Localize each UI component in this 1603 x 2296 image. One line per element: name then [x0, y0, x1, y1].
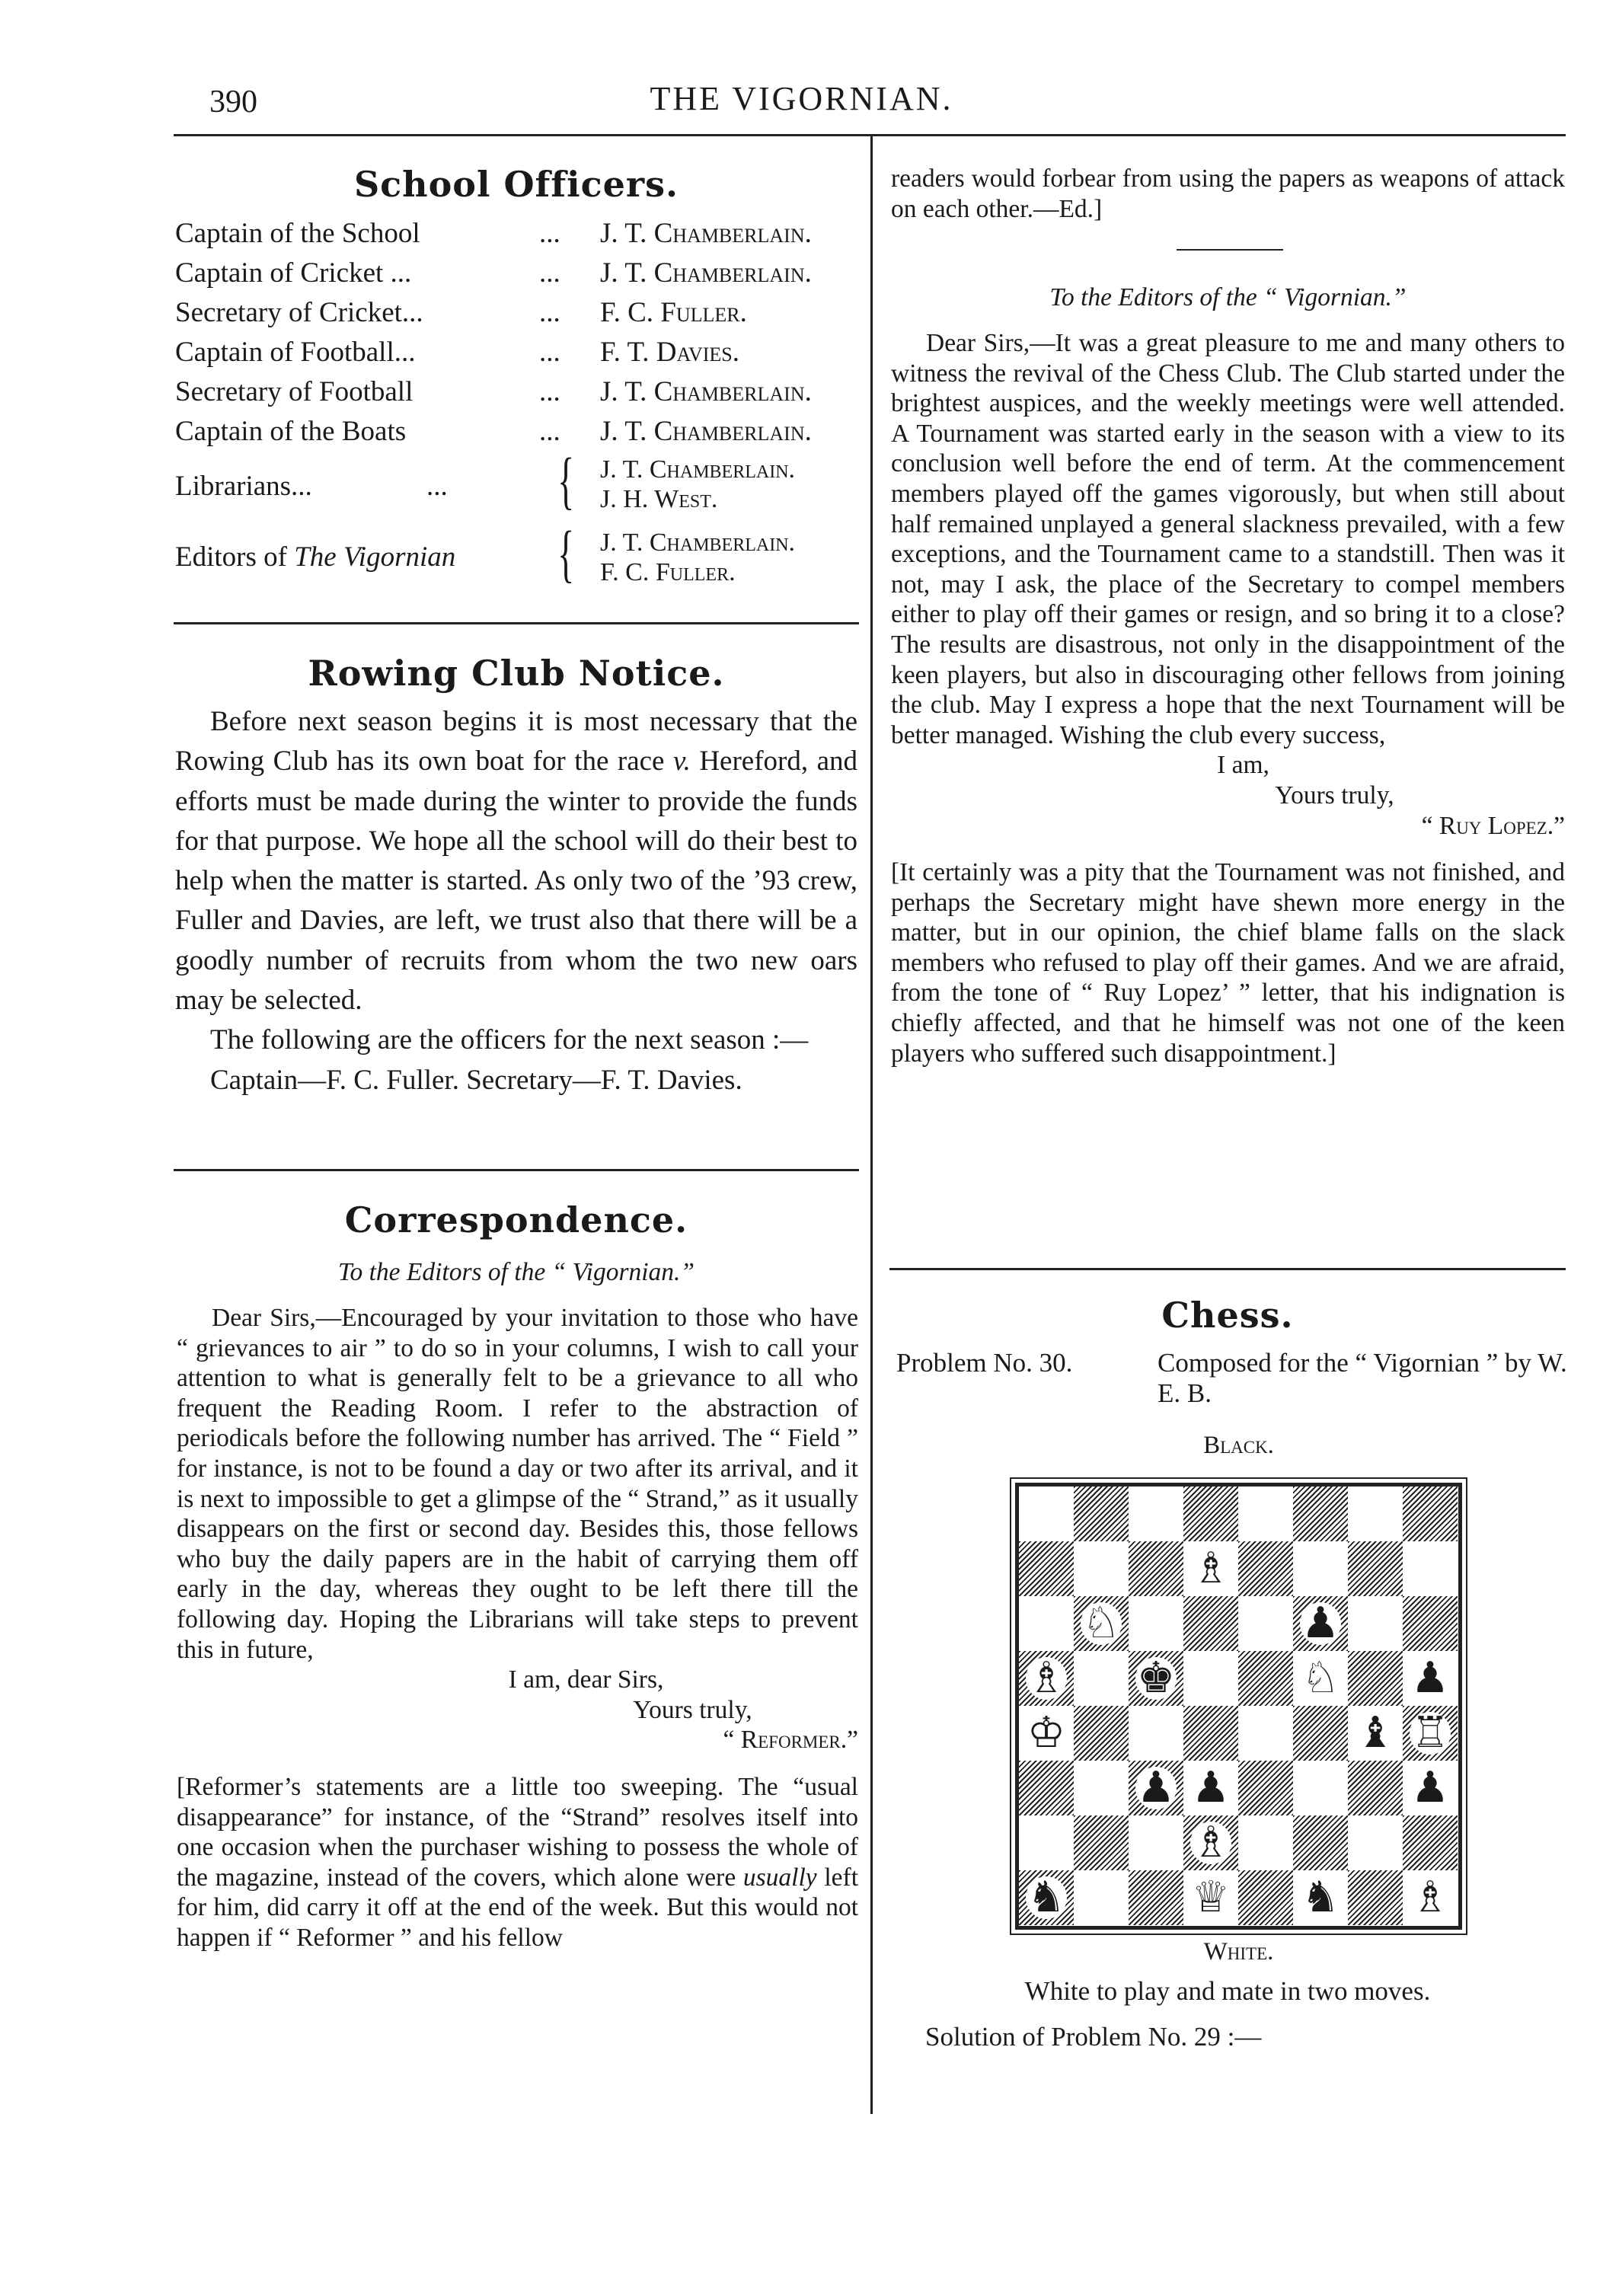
- board-square: [1019, 1486, 1074, 1541]
- board-square: [1293, 1815, 1348, 1870]
- chess-piece: [1403, 1651, 1458, 1706]
- chess-piece-glyph: ♘: [1081, 1598, 1121, 1648]
- rowing-heading: Rowing Club Notice.: [308, 653, 725, 694]
- board-square: [1183, 1651, 1238, 1706]
- board-square: [1019, 1761, 1074, 1815]
- chess-piece: [1293, 1596, 1348, 1651]
- officer-name: J. T. Chamberlain.: [600, 528, 796, 557]
- board-square: [1238, 1541, 1293, 1596]
- editor-reply: [177, 1772, 858, 1953]
- board-square: [1238, 1486, 1293, 1541]
- right-column: [891, 164, 1565, 224]
- problem-label: Problem No. 30.: [896, 1348, 1073, 1378]
- officer-label: Captain of Football...: [175, 337, 416, 368]
- officer-name: F. C. Fuller.: [600, 297, 747, 328]
- editors-label: Editors of: [175, 541, 295, 573]
- chess-piece-glyph: ♟: [1136, 1763, 1176, 1812]
- board-square: [1293, 1761, 1348, 1815]
- officer-name: F. T. Davies.: [600, 337, 739, 368]
- reply-text: [Reformer’s statements are a little too sweeping. The “usual disappearance” for instance, of the “Strand” resolves itself into one occasion when the purchaser wishing to possess the whole of the magazine, instead of the covers, which alone were: [177, 1772, 858, 1892]
- leader-dots: ...: [539, 337, 560, 368]
- letter-reformer: [177, 1303, 858, 1953]
- board-square: [1183, 1596, 1238, 1651]
- chess-piece: [1293, 1870, 1348, 1925]
- chess-piece: [1183, 1761, 1238, 1815]
- white-label: White.: [1203, 1938, 1274, 1965]
- chess-piece-glyph: ♟: [1410, 1653, 1450, 1703]
- board-square: [1238, 1815, 1293, 1870]
- rowing-paragraph: The following are the officers for the next season :—: [210, 1024, 809, 1056]
- rowing-paragraph: [175, 702, 857, 1020]
- chess-piece-glyph: ♟: [1301, 1598, 1340, 1648]
- brace: {: [557, 519, 575, 589]
- signoff: Yours truly,: [1275, 781, 1394, 810]
- chess-piece: [1019, 1706, 1074, 1761]
- section-rule: [174, 622, 859, 624]
- officer-label: Secretary of Football: [175, 376, 414, 407]
- board-square: [1238, 1706, 1293, 1761]
- board-square: [1129, 1706, 1183, 1761]
- officer-name: J. T. Chamberlain.: [600, 416, 812, 447]
- officer-label: Librarians...: [175, 471, 312, 502]
- chess-piece-glyph: ♗: [1410, 1873, 1450, 1922]
- problem-composer: Composed for the “ Vigornian ” by W. E. B.: [1158, 1348, 1567, 1408]
- board-square: [1348, 1761, 1403, 1815]
- signoff: I am,: [1217, 751, 1269, 780]
- chess-piece-glyph: ♚: [1136, 1653, 1176, 1703]
- board-square: [1074, 1761, 1129, 1815]
- board-square: [1074, 1651, 1129, 1706]
- page-number: 390: [209, 85, 257, 120]
- board-square: [1129, 1815, 1183, 1870]
- signoff: Yours truly,: [633, 1695, 752, 1724]
- board-square: [1019, 1815, 1074, 1870]
- chess-piece-glyph: ♝: [1356, 1708, 1395, 1758]
- chess-piece-glyph: ♕: [1191, 1873, 1231, 1922]
- editor-reply-continued: readers would forbear from using the papers as weapons of attack on each other.—Ed.]: [891, 164, 1565, 223]
- board-square: [1403, 1486, 1458, 1541]
- signoff: I am, dear Sirs,: [508, 1665, 664, 1694]
- leader-dots: ...: [539, 218, 560, 249]
- chess-piece: [1403, 1870, 1458, 1925]
- section-rule: [174, 1169, 859, 1171]
- officer-name: J. T. Chamberlain.: [600, 455, 796, 484]
- board-square: [1074, 1815, 1129, 1870]
- officer-name: F. C. Fuller.: [600, 558, 736, 586]
- board-square: [1293, 1706, 1348, 1761]
- reply-text-italic: usually: [742, 1863, 817, 1892]
- board-square: [1293, 1541, 1348, 1596]
- leader-dots: ...: [539, 376, 560, 407]
- chess-piece: [1348, 1706, 1403, 1761]
- officer-label: Secretary of Cricket...: [175, 297, 423, 328]
- chess-piece: [1183, 1815, 1238, 1870]
- board-square: [1403, 1541, 1458, 1596]
- chess-piece: [1074, 1596, 1129, 1651]
- rowing-text-italic: v.: [672, 746, 691, 778]
- solution-line: Solution of Problem No. 29 :—: [925, 2022, 1262, 2052]
- officer-label: [175, 541, 455, 573]
- section-rule: [889, 1268, 1566, 1270]
- letter-ruy-lopez: [891, 328, 1565, 1068]
- chess-piece: [1183, 1541, 1238, 1596]
- reply-text: left for him, did carry it off at the end of the week. But this would not happen if “ Reformer ” and his fellow: [177, 1863, 859, 1952]
- chess-piece: [1183, 1870, 1238, 1925]
- chess-piece-glyph: ♞: [1027, 1873, 1066, 1922]
- chess-piece: [1403, 1761, 1458, 1815]
- chess-piece-glyph: ♗: [1191, 1544, 1231, 1593]
- chess-instruction: White to play and mate in two moves.: [1024, 1976, 1431, 2006]
- running-title: THE VIGORNIAN.: [650, 80, 953, 117]
- officer-name: J. T. Chamberlain.: [600, 218, 812, 249]
- board-square: [1074, 1486, 1129, 1541]
- leader-dots: ...: [539, 416, 560, 447]
- board-square: [1348, 1486, 1403, 1541]
- board-square: [1129, 1870, 1183, 1925]
- chess-piece-glyph: ♟: [1410, 1763, 1450, 1812]
- to-editors-line: To the Editors of the “ Vigornian.”: [337, 1258, 695, 1286]
- officer-label: Captain of Cricket ...: [175, 257, 412, 289]
- board-square: [1238, 1870, 1293, 1925]
- rowing-notice: [175, 702, 857, 1100]
- signature: “ Ruy Lopez.”: [1421, 811, 1565, 840]
- to-editors-line: To the Editors of the “ Vigornian.”: [1049, 283, 1407, 311]
- board-square: [1183, 1486, 1238, 1541]
- board-square: [1238, 1651, 1293, 1706]
- leader-dots: ...: [426, 471, 448, 502]
- board-square: [1348, 1596, 1403, 1651]
- board-square: [1074, 1541, 1129, 1596]
- letter-body: Dear Sirs,—It was a great pleasure to me and many others to witness the revival of the Chess Club. The Club started under the brightest auspices, and the weekly meetings were well attended. A Tournament was started early in the season with a view to its conclusion well before the end of term. At the commencement members played off the games vigorously, but when still about half remained unplayed a general slackness prevailed, with a few exceptions, and the Tournament came to a standstill. Then was it not, may I ask, the place of the Secretary to compel members either to play off their games or resign, and so bring it to a close? The results are disastrous, not only in the disappointment of the keen players, but also in discouraging other fellows from joining the club. May I express a hope that the next Tournament will be better managed. Wishing the club every success,: [891, 329, 1565, 749]
- board-square: [1129, 1486, 1183, 1541]
- chess-heading: Chess.: [1161, 1295, 1294, 1336]
- rowing-officers: Captain—F. C. Fuller. Secretary—F. T. Davies.: [210, 1064, 742, 1096]
- board-square: [1238, 1596, 1293, 1651]
- board-square: [1019, 1596, 1074, 1651]
- board-square: [1403, 1596, 1458, 1651]
- officer-name: J. H. West.: [600, 485, 718, 513]
- chess-piece: [1293, 1651, 1348, 1706]
- chess-piece: [1019, 1870, 1074, 1925]
- header-rule: [174, 134, 1566, 136]
- chess-piece: [1019, 1651, 1074, 1706]
- board-square: [1129, 1541, 1183, 1596]
- board-square: [1348, 1815, 1403, 1870]
- board-square: [1348, 1870, 1403, 1925]
- leader-dots: ...: [539, 297, 560, 328]
- board-square: [1348, 1541, 1403, 1596]
- board-square: [1074, 1870, 1129, 1925]
- chess-piece-glyph: ♗: [1027, 1653, 1066, 1703]
- board-square: [1019, 1541, 1074, 1596]
- school-officers-heading: School Officers.: [353, 164, 679, 205]
- chess-board: [1015, 1483, 1462, 1930]
- officer-label: Captain of the Boats: [175, 416, 407, 447]
- board-square: [1238, 1761, 1293, 1815]
- letter-body: Dear Sirs,—Encouraged by your invitation to those who have “ grievances to air ” to do so in your columns, I wish to call your attention to what is generally felt to be a grievance to all who frequent the Reading Room. I refer to the abstraction of periodicals before the following number has arrived. The “ Field ” for instance, is not to be found a day or two after its arrival, and it is next to impossible to get a glimpse of the “ Strand,” as it usually disappears on the first or second day. Besides this, those fellows who buy the daily papers are in the habit of carrying them off early in the day, whereas they ought to be left there till the following day. Hoping the Librarians will take steps to prevent this in future,: [177, 1304, 858, 1664]
- short-rule: [1177, 249, 1283, 251]
- rowing-text: Before next season begins it is most necessary that the Rowing Club has its own boat for the race: [175, 706, 857, 778]
- board-square: [1293, 1486, 1348, 1541]
- chess-piece: [1129, 1761, 1183, 1815]
- board-square: [1074, 1706, 1129, 1761]
- signature: “ Reformer.”: [723, 1726, 858, 1755]
- chess-piece-glyph: ♟: [1191, 1763, 1231, 1812]
- rowing-text: Hereford, and efforts must be made during the winter to provide the funds for that purpose. We hope all the school will do their best to help when the matter is started. As only two of the ’93 crew, Fuller and Davies, are left, we trust also that there will be a goodly number of recruits from whom the two new oars may be selected.: [175, 746, 857, 1017]
- board-square: [1403, 1815, 1458, 1870]
- chess-piece-glyph: ♘: [1301, 1653, 1340, 1703]
- editors-label-title: The Vigornian: [294, 541, 456, 573]
- chess-piece-glyph: ♔: [1027, 1708, 1066, 1758]
- chess-piece-glyph: ♗: [1191, 1818, 1231, 1867]
- column-divider: [870, 134, 873, 2114]
- officer-name: J. T. Chamberlain.: [600, 376, 812, 407]
- chess-piece-glyph: ♞: [1301, 1873, 1340, 1922]
- brace: {: [557, 445, 575, 516]
- black-label: Black.: [1203, 1432, 1274, 1459]
- officer-label: Captain of the School: [175, 218, 420, 249]
- officer-name: J. T. Chamberlain.: [600, 257, 812, 289]
- chess-piece: [1403, 1706, 1458, 1761]
- chess-piece-glyph: ♖: [1410, 1708, 1450, 1758]
- board-square: [1183, 1706, 1238, 1761]
- chess-piece: [1129, 1651, 1183, 1706]
- board-square: [1129, 1596, 1183, 1651]
- leader-dots: ...: [539, 257, 560, 289]
- editor-reply: [It certainly was a pity that the Tournament was not finished, and perhaps the Secretary might have shewn more energy in the matter, but in our opinion, the chief blame falls on the slack members who refused to play off their games. And we are afraid, from the tone of “ Ruy Lopez’ ” letter, that his indignation is chiefly affected, and that he himself was not one of the keen players who suffered such disappointment.]: [891, 858, 1565, 1068]
- correspondence-heading: Correspondence.: [344, 1199, 688, 1241]
- board-square: [1348, 1651, 1403, 1706]
